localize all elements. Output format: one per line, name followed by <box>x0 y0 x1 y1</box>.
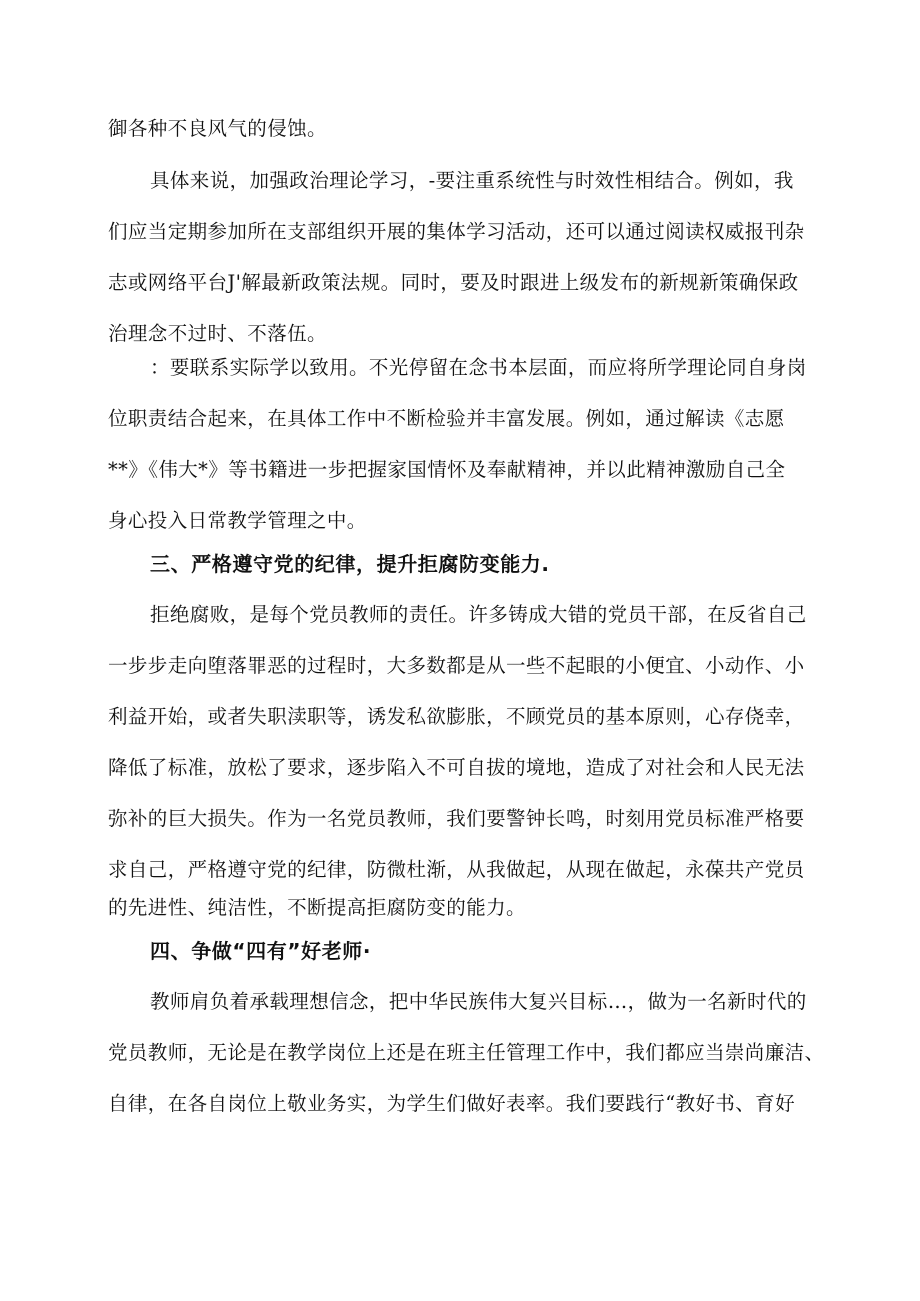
paragraph-study-theory-line: 们应当定期参加所在支部组织开展的集体学习活动，还可以通过阅读权威报刊杂 <box>108 220 805 243</box>
paragraph-practice-line: 身心投入日常教学管理之中。 <box>108 509 367 532</box>
paragraph-study-theory-line: 具体来说，加强政治理论学习，-要注重系统性与时效性相结合。例如，我 <box>150 169 794 192</box>
paragraph-practice-line: ：要联系实际学以致用。不光停留在念书本层面，而应将所学理论同自身岗 <box>150 356 807 379</box>
paragraph-practice-line: 位职责结合起来，在具体工作中不断检验并丰富发展。例如，通过解读《志愿 <box>108 407 785 430</box>
paragraph-teacher-line: 教师肩负着承载理想信念，把中华民族伟大复兴目标…，做为一名新时代的 <box>150 990 807 1013</box>
paragraph-fragment-line: 御各种不良风气的侵蚀。 <box>108 117 327 140</box>
paragraph-study-theory-line: 治理念不过时、不落伍。 <box>108 322 327 345</box>
paragraph-teacher-line: 党员教师，无论是在教学岗位上还是在班主任管理工作中，我们都应当崇尚廉洁、 <box>108 1041 825 1064</box>
paragraph-discipline-line: 降低了标准，放松了要求，逐步陷入不可自拔的境地，造成了对社会和人民无法 <box>108 756 805 779</box>
paragraph-discipline-line: 求自己，严格遵守党的纪律，防微杜渐，从我做起，从现在做起，永葆共产党员 <box>108 858 805 881</box>
paragraph-study-theory-line: 志或网络平台J'解最新政策法规。同时，要及时跟进上级发布的新规新策确保政 <box>108 271 799 294</box>
paragraph-discipline-line: 一步步走向堕落罪恶的过程时，大多数都是从一些不起眼的小便宜、小动作、小 <box>108 654 805 677</box>
paragraph-discipline-line: 弥补的巨大损失。作为一名党员教师，我们要警钟长鸣，时刻用党员标准严格要 <box>108 807 805 830</box>
section-heading-three: 三、严格遵守党的纪律，提升拒腐防变能力. <box>150 552 550 576</box>
paragraph-practice-line: **》《伟大*》等书籍进一步把握家国情怀及奉献精神，并以此精神激励自己全 <box>108 458 786 481</box>
paragraph-teacher-line: 自律，在各自岗位上敬业务实，为学生们做好表率。我们要践行“教好书、育好 <box>108 1092 795 1115</box>
paragraph-discipline-line: 的先进性、纯洁性，不断提高拒腐防变的能力。 <box>108 896 526 919</box>
section-heading-four: 四、争做“四有”好老师· <box>150 939 372 963</box>
paragraph-discipline-line: 利益开始，或者失职渎职等，诱发私欲膨胀，不顾党员的基本原则，心存侥幸， <box>108 705 805 728</box>
paragraph-discipline-line: 拒绝腐败，是每个党员教师的责任。许多铸成大错的党员干部，在反省自己 <box>150 603 807 626</box>
